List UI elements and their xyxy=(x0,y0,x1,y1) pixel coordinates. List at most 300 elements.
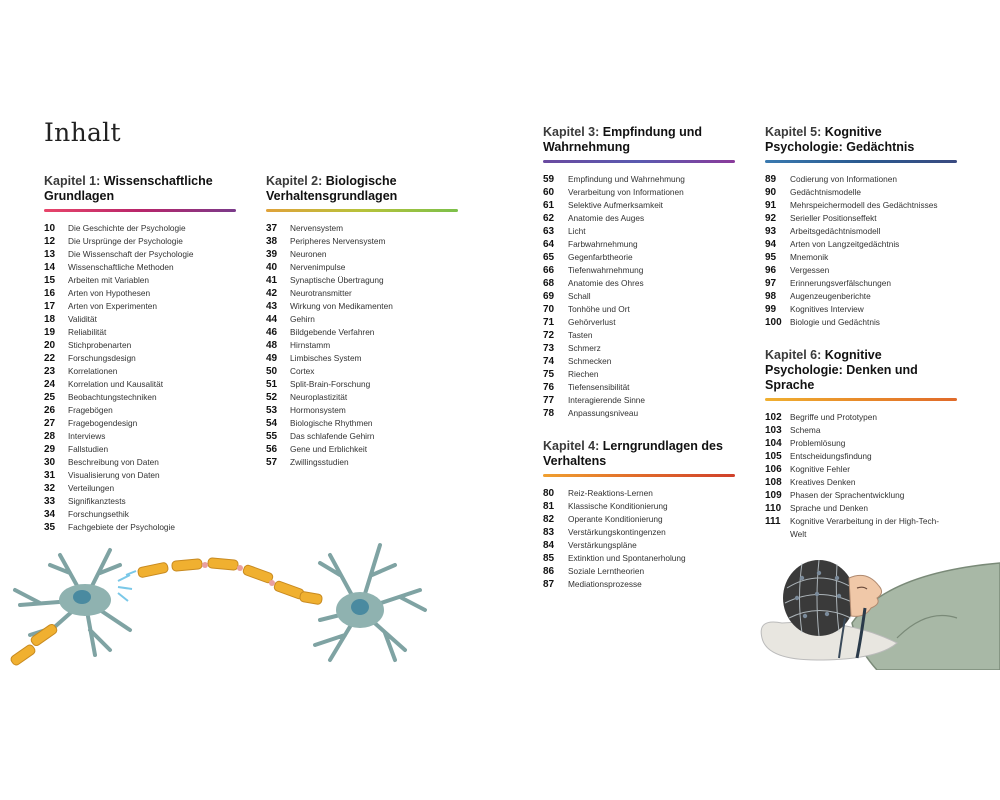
toc-page-number: 35 xyxy=(44,522,56,533)
toc-entry-label: Beschreibung von Daten xyxy=(68,457,159,467)
toc-entry-label: Split-Brain-Forschung xyxy=(290,379,371,389)
toc-page-number: 12 xyxy=(44,236,56,247)
toc-page-number: 95 xyxy=(765,252,777,263)
toc-page-number: 62 xyxy=(543,213,555,224)
toc-entry-label: Verarbeitung von Informationen xyxy=(568,187,684,197)
toc-entry-label: Arbeiten mit Variablen xyxy=(68,275,150,285)
toc-page-number: 14 xyxy=(44,262,56,273)
toc-entry-label: Mediationsprozesse xyxy=(568,579,642,589)
eeg-sleeper-illustration xyxy=(757,548,1000,670)
toc-entry-label: Riechen xyxy=(568,369,599,379)
toc-entry-label: Augenzeugenberichte xyxy=(790,291,871,301)
toc-entry[interactable] xyxy=(266,261,458,274)
toc-entry-label: Wirkung von Medikamenten xyxy=(290,301,393,311)
toc-entry-label: Zwillingsstudien xyxy=(290,457,349,467)
toc-page-number: 87 xyxy=(543,579,555,590)
toc-entry[interactable] xyxy=(44,521,236,534)
toc-page-number: 43 xyxy=(266,301,278,312)
toc-page-number: 111 xyxy=(765,516,781,527)
toc-page-number: 24 xyxy=(44,379,56,390)
toc-page-number: 92 xyxy=(765,213,777,224)
toc-entry[interactable] xyxy=(44,495,236,508)
toc-entry[interactable] xyxy=(543,487,735,500)
chapter-number: Kapitel 3: xyxy=(543,125,600,139)
toc-page-number: 81 xyxy=(543,501,555,512)
toc-list xyxy=(266,222,458,469)
toc-page-number: 90 xyxy=(765,187,777,198)
toc-entry[interactable] xyxy=(543,251,735,264)
toc-entry-label: Verstärkungspläne xyxy=(568,540,637,550)
toc-entry[interactable] xyxy=(765,476,957,489)
toc-page-number: 39 xyxy=(266,249,278,260)
toc-entry-label: Vergessen xyxy=(790,265,830,275)
toc-entry[interactable] xyxy=(765,303,957,316)
chapter-color-bar xyxy=(266,209,458,212)
toc-entry-label: Fachgebiete der Psychologie xyxy=(68,522,176,532)
chapter-heading xyxy=(765,125,957,155)
toc-entry-label: Visualisierung von Daten xyxy=(68,470,160,480)
toc-entry-label: Tasten xyxy=(568,330,593,340)
toc-entry[interactable] xyxy=(543,368,735,381)
toc-entry[interactable] xyxy=(765,251,957,264)
toc-entry-label: Hormonsystem xyxy=(290,405,346,415)
toc-page-number: 93 xyxy=(765,226,777,237)
toc-page-number: 57 xyxy=(266,457,278,468)
toc-page-number: 46 xyxy=(266,327,278,338)
toc-page-number: 53 xyxy=(266,405,278,416)
toc-entry[interactable] xyxy=(765,238,957,251)
toc-entry-label: Tonhöhe und Ort xyxy=(568,304,630,314)
toc-entry-label: Interagierende Sinne xyxy=(568,395,646,405)
toc-list xyxy=(44,222,236,534)
toc-entry[interactable] xyxy=(44,274,236,287)
toc-entry-label: Entscheidungsfindung xyxy=(790,451,872,461)
toc-page-number: 80 xyxy=(543,488,555,499)
toc-entry[interactable] xyxy=(543,303,735,316)
toc-page-number: 15 xyxy=(44,275,56,286)
chapter-color-bar xyxy=(765,398,957,401)
toc-entry[interactable] xyxy=(543,394,735,407)
toc-page-number: 61 xyxy=(543,200,555,211)
toc-entry[interactable] xyxy=(543,225,735,238)
toc-entry[interactable] xyxy=(543,238,735,251)
toc-entry-label: Cortex xyxy=(290,366,315,376)
toc-page-number: 78 xyxy=(543,408,555,419)
chapter-color-bar xyxy=(765,160,957,163)
toc-entry[interactable] xyxy=(44,430,236,443)
chapter-title: Biologische Verhaltensgrundlagen xyxy=(266,174,398,203)
chapter-color-bar xyxy=(44,209,236,212)
toc-entry[interactable] xyxy=(266,391,458,404)
toc-entry[interactable] xyxy=(543,199,735,212)
toc-entry-label: Gene und Erblichkeit xyxy=(290,444,368,454)
chapter-number: Kapitel 5: xyxy=(765,125,822,139)
toc-entry[interactable] xyxy=(765,173,957,186)
toc-entry[interactable] xyxy=(543,526,735,539)
toc-entry-label: Forschungsdesign xyxy=(68,353,136,363)
toc-entry-label: Arten von Experimenten xyxy=(68,301,158,311)
chapter-number: Kapitel 2: xyxy=(266,174,323,188)
toc-entry[interactable] xyxy=(543,342,735,355)
toc-entry[interactable] xyxy=(44,313,236,326)
chapter-heading xyxy=(266,174,458,204)
toc-entry-label: Biologische Rhythmen xyxy=(290,418,373,428)
toc-entry[interactable] xyxy=(266,339,458,352)
toc-entry-label: Stichprobenarten xyxy=(68,340,132,350)
chapter-heading xyxy=(765,348,957,393)
toc-entry-label: Peripheres Nervensystem xyxy=(290,236,386,246)
toc-entry[interactable] xyxy=(765,411,957,424)
toc-list xyxy=(765,411,957,541)
toc-page-number: 75 xyxy=(543,369,555,380)
chapter-title: Empfindung und Wahrnehmung xyxy=(543,125,703,154)
toc-entry-label: Problemlösung xyxy=(790,438,846,448)
toc-entry[interactable] xyxy=(44,300,236,313)
chapter-6 xyxy=(765,348,957,541)
toc-entry[interactable] xyxy=(44,222,236,235)
toc-entry-label: Neuroplastizität xyxy=(290,392,348,402)
toc-entry[interactable] xyxy=(266,222,458,235)
toc-page-number: 70 xyxy=(543,304,555,315)
toc-entry-label: Synaptische Übertragung xyxy=(290,275,384,285)
toc-entry[interactable] xyxy=(266,248,458,261)
toc-entry[interactable] xyxy=(44,261,236,274)
neuron-illustration xyxy=(0,535,450,680)
toc-page-number: 72 xyxy=(543,330,555,341)
toc-entry[interactable] xyxy=(266,456,458,469)
toc-entry[interactable] xyxy=(266,235,458,248)
toc-entry-label: Korrelation und Kausalität xyxy=(68,379,164,389)
toc-entry[interactable] xyxy=(44,456,236,469)
toc-entry[interactable] xyxy=(543,552,735,565)
toc-entry[interactable] xyxy=(44,235,236,248)
toc-entry[interactable] xyxy=(543,173,735,186)
toc-entry-label: Gehirn xyxy=(290,314,315,324)
toc-entry[interactable] xyxy=(543,329,735,342)
toc-page-number: 91 xyxy=(765,200,777,211)
toc-page-number: 63 xyxy=(543,226,555,237)
toc-page-number: 86 xyxy=(543,566,555,577)
axon xyxy=(9,558,322,667)
toc-entry[interactable] xyxy=(266,326,458,339)
chapter-5 xyxy=(765,125,957,329)
toc-entry-label: Schmerz xyxy=(568,343,601,353)
toc-list xyxy=(543,487,735,591)
toc-page-number: 76 xyxy=(543,382,555,393)
toc-entry[interactable] xyxy=(543,316,735,329)
toc-entry[interactable] xyxy=(543,500,735,513)
toc-entry-label: Die Geschichte der Psychologie xyxy=(68,223,186,233)
toc-page-number: 56 xyxy=(266,444,278,455)
toc-page-number: 17 xyxy=(44,301,56,312)
toc-entry-label: Fragebogendesign xyxy=(68,418,138,428)
toc-page-number: 42 xyxy=(266,288,278,299)
toc-page-number: 16 xyxy=(44,288,56,299)
chapter-number: Kapitel 1: xyxy=(44,174,101,188)
toc-entry-label: Arbeitsgedächtnismodell xyxy=(790,226,881,236)
toc-entry-label: Anatomie des Auges xyxy=(568,213,645,223)
toc-page-number: 64 xyxy=(543,239,555,250)
toc-page-number: 97 xyxy=(765,278,777,289)
toc-entry[interactable] xyxy=(543,264,735,277)
toc-entry[interactable] xyxy=(543,565,735,578)
chapter-number: Kapitel 6: xyxy=(765,348,822,362)
toc-entry[interactable] xyxy=(266,404,458,417)
toc-entry-label: Gegenfarbtheorie xyxy=(568,252,633,262)
toc-entry[interactable] xyxy=(44,404,236,417)
chapter-heading xyxy=(543,125,735,155)
toc-entry[interactable] xyxy=(765,515,957,541)
toc-entry[interactable] xyxy=(44,326,236,339)
toc-page-number: 96 xyxy=(765,265,777,276)
toc-entry-label: Erinnerungsverfälschungen xyxy=(790,278,892,288)
chapter-title: Wissenschaftliche Grundlagen xyxy=(44,174,213,203)
toc-entry[interactable] xyxy=(765,186,957,199)
toc-entry[interactable] xyxy=(266,287,458,300)
toc-page-number: 73 xyxy=(543,343,555,354)
toc-entry-label: Farbwahrnehmung xyxy=(568,239,638,249)
toc-entry[interactable] xyxy=(44,417,236,430)
toc-entry-label: Neurotransmitter xyxy=(290,288,352,298)
toc-page-number: 54 xyxy=(266,418,278,429)
toc-entry-label: Hirnstamm xyxy=(290,340,331,350)
toc-entry-label: Verstärkungskontingenzen xyxy=(568,527,666,537)
toc-entry[interactable] xyxy=(266,430,458,443)
toc-entry[interactable] xyxy=(44,378,236,391)
toc-entry[interactable] xyxy=(543,381,735,394)
toc-page-number: 104 xyxy=(765,438,782,449)
toc-entry-label: Beobachtungstechniken xyxy=(68,392,157,402)
toc-page-number: 65 xyxy=(543,252,555,263)
chapter-3 xyxy=(543,125,735,420)
toc-entry-label: Schall xyxy=(568,291,591,301)
toc-page-number: 10 xyxy=(44,223,56,234)
toc-entry[interactable] xyxy=(765,212,957,225)
toc-entry[interactable] xyxy=(543,186,735,199)
toc-entry-label: Kreatives Denken xyxy=(790,477,856,487)
toc-entry-label: Mehrspeichermodell des Gedächtnisses xyxy=(790,200,938,210)
toc-page-number: 19 xyxy=(44,327,56,338)
toc-entry-label: Verteilungen xyxy=(68,483,115,493)
toc-entry[interactable] xyxy=(44,391,236,404)
toc-entry-label: Interviews xyxy=(68,431,106,441)
toc-page-number: 37 xyxy=(266,223,278,234)
toc-entry-label: Operante Konditionierung xyxy=(568,514,663,524)
toc-entry[interactable] xyxy=(44,508,236,521)
toc-entry-label: Fragebögen xyxy=(68,405,113,415)
toc-entry-label: Fallstudien xyxy=(68,444,109,454)
toc-page-number: 66 xyxy=(543,265,555,276)
toc-page-number: 13 xyxy=(44,249,56,260)
toc-entry-label: Bildgebende Verfahren xyxy=(290,327,375,337)
toc-page-number: 34 xyxy=(44,509,56,520)
toc-entry[interactable] xyxy=(765,450,957,463)
chapter-title: Kognitive Psychologie: Denken und Sprache xyxy=(765,348,918,392)
toc-list xyxy=(765,173,957,329)
toc-entry-label: Schmecken xyxy=(568,356,612,366)
toc-entry[interactable] xyxy=(765,277,957,290)
toc-page-number: 106 xyxy=(765,464,782,475)
chapter-1 xyxy=(44,174,236,534)
toc-entry-label: Korrelationen xyxy=(68,366,118,376)
toc-entry-label: Codierung von Informationen xyxy=(790,174,898,184)
toc-page-number: 44 xyxy=(266,314,278,325)
toc-entry-label: Neuronen xyxy=(290,249,327,259)
toc-entry-label: Sprache und Denken xyxy=(790,503,868,513)
chapter-2 xyxy=(266,174,458,469)
toc-entry-label: Nervensystem xyxy=(290,223,344,233)
toc-entry[interactable] xyxy=(543,539,735,552)
toc-entry[interactable] xyxy=(44,287,236,300)
toc-entry-label: Tiefenwahrnehmung xyxy=(568,265,644,275)
toc-entry[interactable] xyxy=(765,225,957,238)
toc-entry-label: Anpassungsniveau xyxy=(568,408,639,418)
toc-page-number: 26 xyxy=(44,405,56,416)
toc-entry-label: Extinktion und Spontanerholung xyxy=(568,553,686,563)
toc-entry-label: Anatomie des Ohres xyxy=(568,278,644,288)
chapter-color-bar xyxy=(543,474,735,477)
toc-entry-label: Phasen der Sprachentwicklung xyxy=(790,490,905,500)
toc-entry[interactable] xyxy=(44,365,236,378)
toc-page-number: 109 xyxy=(765,490,782,501)
toc-entry[interactable] xyxy=(266,313,458,326)
toc-entry-label: Arten von Langzeitgedächtnis xyxy=(790,239,900,249)
toc-entry[interactable] xyxy=(543,212,735,225)
chapter-color-bar xyxy=(543,160,735,163)
toc-entry[interactable] xyxy=(765,502,957,515)
toc-entry-label: Limbisches System xyxy=(290,353,362,363)
toc-entry-label: Mnemonik xyxy=(790,252,829,262)
toc-entry[interactable] xyxy=(765,316,957,329)
toc-entry[interactable] xyxy=(543,355,735,368)
toc-entry-label: Kognitive Fehler xyxy=(790,464,850,474)
toc-entry-label: Wissenschaftliche Methoden xyxy=(68,262,174,272)
toc-entry-label: Selektive Aufmerksamkeit xyxy=(568,200,663,210)
toc-page-number: 22 xyxy=(44,353,56,364)
toc-entry[interactable] xyxy=(543,578,735,591)
toc-entry-label: Die Ursprünge der Psychologie xyxy=(68,236,183,246)
toc-page-number: 71 xyxy=(543,317,555,328)
toc-entry[interactable] xyxy=(543,513,735,526)
toc-entry[interactable] xyxy=(543,290,735,303)
toc-page-number: 51 xyxy=(266,379,278,390)
toc-entry[interactable] xyxy=(44,482,236,495)
toc-page-number: 74 xyxy=(543,356,555,367)
toc-entry-label: Signifikanztests xyxy=(68,496,126,506)
toc-entry-label: Soziale Lerntheorien xyxy=(568,566,645,576)
toc-entry-label: Kognitives Interview xyxy=(790,304,864,314)
toc-entry-label: Reliabilität xyxy=(68,327,107,337)
toc-entry[interactable] xyxy=(266,274,458,287)
toc-page-number: 50 xyxy=(266,366,278,377)
toc-entry[interactable] xyxy=(266,300,458,313)
toc-entry[interactable] xyxy=(44,339,236,352)
toc-page-number: 32 xyxy=(44,483,56,494)
toc-page-number: 110 xyxy=(765,503,782,514)
toc-entry-label: Schema xyxy=(790,425,821,435)
toc-entry[interactable] xyxy=(266,417,458,430)
toc-page-number: 25 xyxy=(44,392,56,403)
toc-entry-label: Reiz-Reaktions-Lernen xyxy=(568,488,653,498)
toc-entry-label: Gedächtnismodelle xyxy=(790,187,862,197)
toc-page-number: 18 xyxy=(44,314,56,325)
toc-page-number: 33 xyxy=(44,496,56,507)
toc-entry[interactable] xyxy=(765,290,957,303)
toc-page-number: 20 xyxy=(44,340,56,351)
toc-entry[interactable] xyxy=(44,352,236,365)
toc-entry[interactable] xyxy=(44,248,236,261)
toc-page-number: 29 xyxy=(44,444,56,455)
toc-page-number: 55 xyxy=(266,431,278,442)
toc-page-number: 59 xyxy=(543,174,555,185)
toc-entry-label: Tiefensensibilität xyxy=(568,382,630,392)
toc-page-number: 100 xyxy=(765,317,782,328)
toc-entry[interactable] xyxy=(765,437,957,450)
toc-page-number: 48 xyxy=(266,340,278,351)
toc-page-number: 38 xyxy=(266,236,278,247)
toc-entry-label: Das schlafende Gehirn xyxy=(290,431,375,441)
toc-page-number: 99 xyxy=(765,304,777,315)
page-title: Inhalt xyxy=(44,118,121,147)
toc-page-number: 84 xyxy=(543,540,555,551)
toc-page-number: 68 xyxy=(543,278,555,289)
toc-entry-label: Arten von Hypothesen xyxy=(68,288,151,298)
toc-entry-label: Biologie und Gedächtnis xyxy=(790,317,880,327)
toc-entry[interactable] xyxy=(543,277,735,290)
chapter-4 xyxy=(543,439,735,591)
toc-page-number: 94 xyxy=(765,239,777,250)
toc-page-number: 85 xyxy=(543,553,555,564)
toc-entry-label: Forschungsethik xyxy=(68,509,129,519)
toc-entry-label: Kognitive Verarbeitung in der High-Tech-Welt xyxy=(790,516,939,539)
toc-page-number: 102 xyxy=(765,412,782,423)
toc-page-number: 77 xyxy=(543,395,555,406)
toc-entry[interactable] xyxy=(765,199,957,212)
chapter-heading xyxy=(44,174,236,204)
toc-entry[interactable] xyxy=(266,443,458,456)
toc-page-number: 105 xyxy=(765,451,782,462)
toc-entry[interactable] xyxy=(765,264,957,277)
toc-page-number: 108 xyxy=(765,477,782,488)
toc-page-number: 27 xyxy=(44,418,56,429)
toc-entry[interactable] xyxy=(44,469,236,482)
toc-entry[interactable] xyxy=(266,378,458,391)
toc-page-number: 30 xyxy=(44,457,56,468)
toc-page-number: 89 xyxy=(765,174,777,185)
toc-entry[interactable] xyxy=(765,424,957,437)
chapter-title: Lerngrundlagen des Verhaltens xyxy=(543,439,723,468)
toc-entry[interactable] xyxy=(765,463,957,476)
toc-entry-label: Serieller Positionseffekt xyxy=(790,213,877,223)
chapter-number: Kapitel 4: xyxy=(543,439,600,453)
toc-page-number: 31 xyxy=(44,470,56,481)
toc-page-number: 23 xyxy=(44,366,56,377)
toc-entry[interactable] xyxy=(765,489,957,502)
toc-entry-label: Die Wissenschaft der Psychologie xyxy=(68,249,194,259)
toc-entry[interactable] xyxy=(543,407,735,420)
toc-page-number: 41 xyxy=(266,275,278,286)
toc-entry-label: Begriffe und Prototypen xyxy=(790,412,878,422)
toc-entry-label: Klassische Konditionierung xyxy=(568,501,668,511)
chapter-heading xyxy=(543,439,735,469)
toc-page-number: 103 xyxy=(765,425,782,436)
toc-entry[interactable] xyxy=(44,443,236,456)
toc-entry[interactable] xyxy=(266,365,458,378)
toc-entry[interactable] xyxy=(266,352,458,365)
toc-list xyxy=(543,173,735,420)
toc-page-number: 98 xyxy=(765,291,777,302)
toc-page-number: 52 xyxy=(266,392,278,403)
